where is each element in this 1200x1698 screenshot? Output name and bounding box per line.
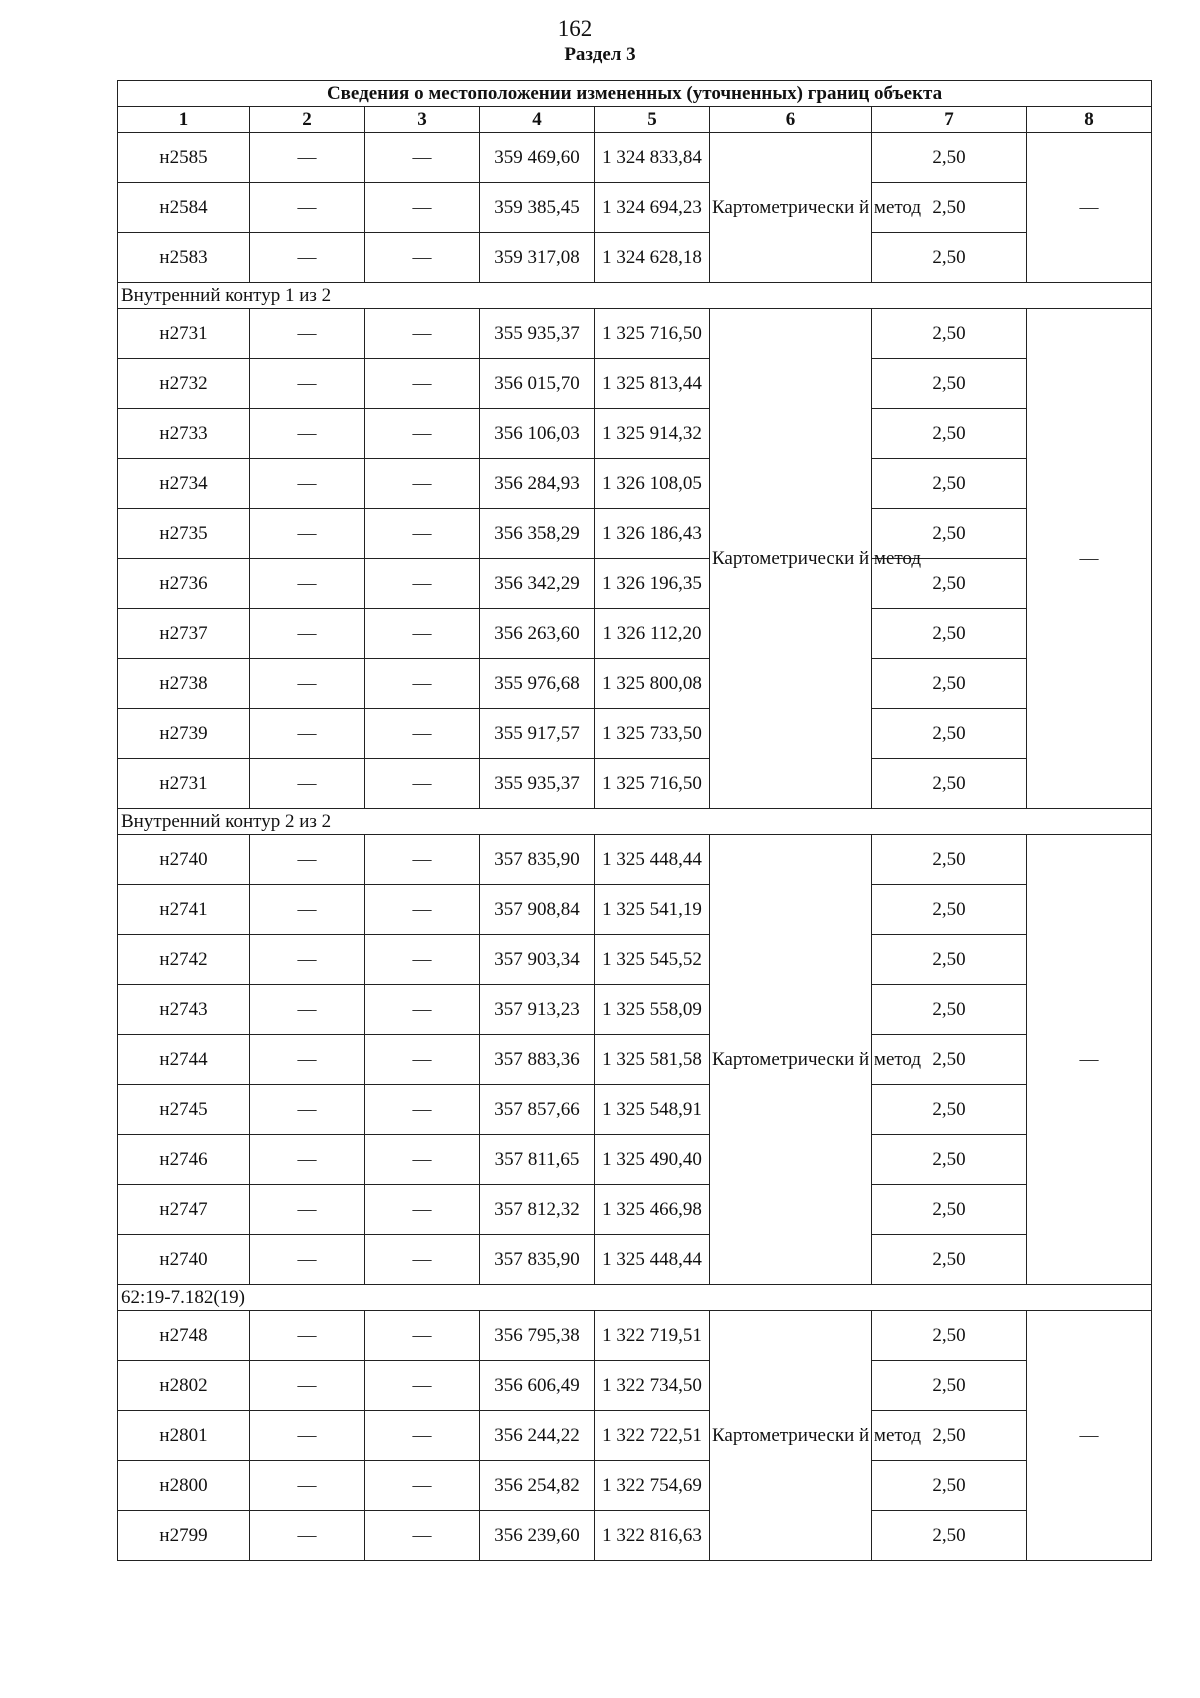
- col3-value: —: [365, 509, 480, 559]
- accuracy-value: 2,50: [872, 885, 1027, 935]
- col8-value: —: [1027, 1311, 1152, 1561]
- table-row: [118, 409, 1152, 459]
- contour-heading: 62:19-7.182(19): [118, 1285, 1152, 1311]
- col3-value: —: [365, 1135, 480, 1185]
- table-row: [118, 1035, 1152, 1085]
- coord-y: 1 325 541,19: [595, 885, 710, 935]
- table-body: [118, 133, 1152, 1561]
- point-name: н2731: [118, 309, 250, 359]
- col3-value: —: [365, 709, 480, 759]
- contour-heading: Внутренний контур 1 из 2: [118, 283, 1152, 309]
- coord-y: 1 325 914,32: [595, 409, 710, 459]
- table-row: [118, 935, 1152, 985]
- coord-x: 357 835,90: [480, 1235, 595, 1285]
- table-row: [118, 1511, 1152, 1561]
- col2-value: —: [250, 609, 365, 659]
- col2-value: —: [250, 1511, 365, 1561]
- accuracy-value: 2,50: [872, 1185, 1027, 1235]
- col3-value: —: [365, 1461, 480, 1511]
- coord-y: 1 324 628,18: [595, 233, 710, 283]
- col2-value: —: [250, 709, 365, 759]
- table-row: [118, 1085, 1152, 1135]
- table-row: [118, 885, 1152, 935]
- col3-value: —: [365, 1185, 480, 1235]
- coord-y: 1 325 716,50: [595, 759, 710, 809]
- table-row: [118, 1361, 1152, 1411]
- table-row: [118, 1411, 1152, 1461]
- accuracy-value: 2,50: [872, 1361, 1027, 1411]
- col2-value: —: [250, 309, 365, 359]
- coord-x: 355 976,68: [480, 659, 595, 709]
- coord-x: 356 015,70: [480, 359, 595, 409]
- col2-value: —: [250, 133, 365, 183]
- col3-value: —: [365, 1361, 480, 1411]
- coord-x: 356 254,82: [480, 1461, 595, 1511]
- col2-value: —: [250, 1035, 365, 1085]
- coord-y: 1 326 196,35: [595, 559, 710, 609]
- col3-value: —: [365, 1511, 480, 1561]
- point-name: н2740: [118, 835, 250, 885]
- coord-y: 1 326 112,20: [595, 609, 710, 659]
- accuracy-value: 2,50: [872, 409, 1027, 459]
- accuracy-value: 2,50: [872, 359, 1027, 409]
- coord-x: 355 935,37: [480, 309, 595, 359]
- coord-x: 356 342,29: [480, 559, 595, 609]
- coord-x: 356 244,22: [480, 1411, 595, 1461]
- coord-y: 1 325 581,58: [595, 1035, 710, 1085]
- coord-x: 357 908,84: [480, 885, 595, 935]
- accuracy-value: 2,50: [872, 759, 1027, 809]
- accuracy-value: 2,50: [872, 659, 1027, 709]
- col3-value: —: [365, 885, 480, 935]
- accuracy-value: 2,50: [872, 1511, 1027, 1561]
- table-row: [118, 509, 1152, 559]
- table-row: [118, 709, 1152, 759]
- column-number-8: 8: [1027, 107, 1152, 133]
- col2-value: —: [250, 935, 365, 985]
- coord-y: 1 325 733,50: [595, 709, 710, 759]
- coord-x: 357 811,65: [480, 1135, 595, 1185]
- column-number-6: 6: [710, 107, 872, 133]
- accuracy-value: 2,50: [872, 559, 1027, 609]
- point-name: н2584: [118, 183, 250, 233]
- col3-value: —: [365, 1235, 480, 1285]
- col2-value: —: [250, 183, 365, 233]
- contour-heading: Внутренний контур 2 из 2: [118, 809, 1152, 835]
- accuracy-value: 2,50: [872, 1085, 1027, 1135]
- table-row: [118, 985, 1152, 1035]
- col2-value: —: [250, 1135, 365, 1185]
- coord-x: 356 358,29: [480, 509, 595, 559]
- table-row: [118, 659, 1152, 709]
- table-row: [118, 1235, 1152, 1285]
- point-name: н2735: [118, 509, 250, 559]
- point-name: н2801: [118, 1411, 250, 1461]
- col3-value: —: [365, 759, 480, 809]
- column-number-2: 2: [250, 107, 365, 133]
- column-number-5: 5: [595, 107, 710, 133]
- col3-value: —: [365, 183, 480, 233]
- coord-x: 359 317,08: [480, 233, 595, 283]
- point-name: н2800: [118, 1461, 250, 1511]
- table-row: [118, 559, 1152, 609]
- point-name: н2747: [118, 1185, 250, 1235]
- coord-y: 1 325 548,91: [595, 1085, 710, 1135]
- col2-value: —: [250, 359, 365, 409]
- table-row: [118, 1461, 1152, 1511]
- point-name: н2802: [118, 1361, 250, 1411]
- accuracy-value: 2,50: [872, 183, 1027, 233]
- point-name: н2743: [118, 985, 250, 1035]
- col3-value: —: [365, 1311, 480, 1361]
- table-row: [118, 609, 1152, 659]
- coord-x: 356 239,60: [480, 1511, 595, 1561]
- point-name: н2742: [118, 935, 250, 985]
- column-number-4: 4: [480, 107, 595, 133]
- accuracy-value: 2,50: [872, 709, 1027, 759]
- accuracy-value: 2,50: [872, 459, 1027, 509]
- table-row: [118, 1135, 1152, 1185]
- coord-x: 357 812,32: [480, 1185, 595, 1235]
- col2-value: —: [250, 233, 365, 283]
- col3-value: —: [365, 359, 480, 409]
- point-name: н2746: [118, 1135, 250, 1185]
- accuracy-value: 2,50: [872, 233, 1027, 283]
- coord-y: 1 325 558,09: [595, 985, 710, 1035]
- coord-y: 1 325 490,40: [595, 1135, 710, 1185]
- accuracy-value: 2,50: [872, 1035, 1027, 1085]
- col3-value: —: [365, 1411, 480, 1461]
- col3-value: —: [365, 409, 480, 459]
- col3-value: —: [365, 835, 480, 885]
- table-row: [118, 233, 1152, 283]
- col3-value: —: [365, 985, 480, 1035]
- coord-x: 357 903,34: [480, 935, 595, 985]
- coord-y: 1 322 734,50: [595, 1361, 710, 1411]
- point-name: н2736: [118, 559, 250, 609]
- point-name: н2734: [118, 459, 250, 509]
- accuracy-value: 2,50: [872, 985, 1027, 1035]
- point-name: н2745: [118, 1085, 250, 1135]
- coord-x: 356 284,93: [480, 459, 595, 509]
- point-name: н2737: [118, 609, 250, 659]
- col3-value: —: [365, 1035, 480, 1085]
- accuracy-value: 2,50: [872, 1235, 1027, 1285]
- accuracy-value: 2,50: [872, 609, 1027, 659]
- col2-value: —: [250, 459, 365, 509]
- point-name: н2738: [118, 659, 250, 709]
- col2-value: —: [250, 1311, 365, 1361]
- table-title: Сведения о местоположении измененных (уточненных) границ объекта: [118, 81, 1152, 107]
- col8-value: —: [1027, 309, 1152, 809]
- accuracy-value: 2,50: [872, 1411, 1027, 1461]
- coord-x: 356 263,60: [480, 609, 595, 659]
- coord-y: 1 325 466,98: [595, 1185, 710, 1235]
- col2-value: —: [250, 985, 365, 1035]
- col3-value: —: [365, 559, 480, 609]
- col3-value: —: [365, 609, 480, 659]
- table-row: [118, 1185, 1152, 1235]
- method-cell: Картометрически й метод: [710, 133, 872, 283]
- column-number-1: 1: [118, 107, 250, 133]
- col3-value: —: [365, 233, 480, 283]
- coord-x: 359 385,45: [480, 183, 595, 233]
- point-name: н2748: [118, 1311, 250, 1361]
- col3-value: —: [365, 309, 480, 359]
- col2-value: —: [250, 1235, 365, 1285]
- col2-value: —: [250, 885, 365, 935]
- section-title: Раздел 3: [564, 44, 636, 65]
- table-row: [118, 309, 1152, 359]
- page-number: 162: [557, 16, 593, 41]
- coord-y: 1 324 833,84: [595, 133, 710, 183]
- coord-x: 355 935,37: [480, 759, 595, 809]
- table-row: [118, 183, 1152, 233]
- contour-heading-row: [118, 283, 1152, 309]
- col2-value: —: [250, 1461, 365, 1511]
- col2-value: —: [250, 1361, 365, 1411]
- accuracy-value: 2,50: [872, 1135, 1027, 1185]
- coord-y: 1 325 448,44: [595, 1235, 710, 1285]
- coord-y: 1 324 694,23: [595, 183, 710, 233]
- point-name: н2799: [118, 1511, 250, 1561]
- point-name: н2744: [118, 1035, 250, 1085]
- accuracy-value: 2,50: [872, 1311, 1027, 1361]
- coord-y: 1 325 545,52: [595, 935, 710, 985]
- coord-x: 356 606,49: [480, 1361, 595, 1411]
- col3-value: —: [365, 935, 480, 985]
- col3-value: —: [365, 459, 480, 509]
- coord-y: 1 325 800,08: [595, 659, 710, 709]
- accuracy-value: 2,50: [872, 133, 1027, 183]
- coord-x: 357 835,90: [480, 835, 595, 885]
- col3-value: —: [365, 133, 480, 183]
- table-row: [118, 133, 1152, 183]
- accuracy-value: 2,50: [872, 1461, 1027, 1511]
- table-row: [118, 835, 1152, 885]
- point-name: н2733: [118, 409, 250, 459]
- col2-value: —: [250, 659, 365, 709]
- contour-heading-row: [118, 809, 1152, 835]
- boundary-coordinates-table: [117, 80, 1152, 1561]
- point-name: н2740: [118, 1235, 250, 1285]
- col2-value: —: [250, 1411, 365, 1461]
- point-name: н2731: [118, 759, 250, 809]
- col2-value: —: [250, 559, 365, 609]
- point-name: н2739: [118, 709, 250, 759]
- coord-x: 357 913,23: [480, 985, 595, 1035]
- col3-value: —: [365, 659, 480, 709]
- coord-y: 1 322 754,69: [595, 1461, 710, 1511]
- accuracy-value: 2,50: [872, 935, 1027, 985]
- table-row: [118, 759, 1152, 809]
- coord-y: 1 325 813,44: [595, 359, 710, 409]
- method-cell: Картометрически й метод: [710, 835, 872, 1285]
- table-row: [118, 359, 1152, 409]
- contour-heading-row: [118, 1285, 1152, 1311]
- point-name: н2741: [118, 885, 250, 935]
- point-name: н2583: [118, 233, 250, 283]
- coord-y: 1 325 716,50: [595, 309, 710, 359]
- col8-value: —: [1027, 835, 1152, 1285]
- accuracy-value: 2,50: [872, 309, 1027, 359]
- col8-value: —: [1027, 133, 1152, 283]
- coord-y: 1 326 108,05: [595, 459, 710, 509]
- method-cell: Картометрически й метод: [710, 309, 872, 809]
- table-row: [118, 1311, 1152, 1361]
- col2-value: —: [250, 1185, 365, 1235]
- coord-y: 1 326 186,43: [595, 509, 710, 559]
- accuracy-value: 2,50: [872, 835, 1027, 885]
- col2-value: —: [250, 509, 365, 559]
- coord-y: 1 322 722,51: [595, 1411, 710, 1461]
- col2-value: —: [250, 409, 365, 459]
- col3-value: —: [365, 1085, 480, 1135]
- col2-value: —: [250, 1085, 365, 1135]
- accuracy-value: 2,50: [872, 509, 1027, 559]
- coord-x: 359 469,60: [480, 133, 595, 183]
- coord-x: 356 795,38: [480, 1311, 595, 1361]
- coord-x: 357 857,66: [480, 1085, 595, 1135]
- method-cell: Картометрически й метод: [710, 1311, 872, 1561]
- col2-value: —: [250, 759, 365, 809]
- coord-y: 1 325 448,44: [595, 835, 710, 885]
- col2-value: —: [250, 835, 365, 885]
- table-row: [118, 459, 1152, 509]
- point-name: н2585: [118, 133, 250, 183]
- column-numbers-row: [118, 107, 1152, 133]
- coord-x: 357 883,36: [480, 1035, 595, 1085]
- column-number-7: 7: [872, 107, 1027, 133]
- coord-x: 355 917,57: [480, 709, 595, 759]
- coord-x: 356 106,03: [480, 409, 595, 459]
- column-number-3: 3: [365, 107, 480, 133]
- point-name: н2732: [118, 359, 250, 409]
- coord-y: 1 322 816,63: [595, 1511, 710, 1561]
- coord-y: 1 322 719,51: [595, 1311, 710, 1361]
